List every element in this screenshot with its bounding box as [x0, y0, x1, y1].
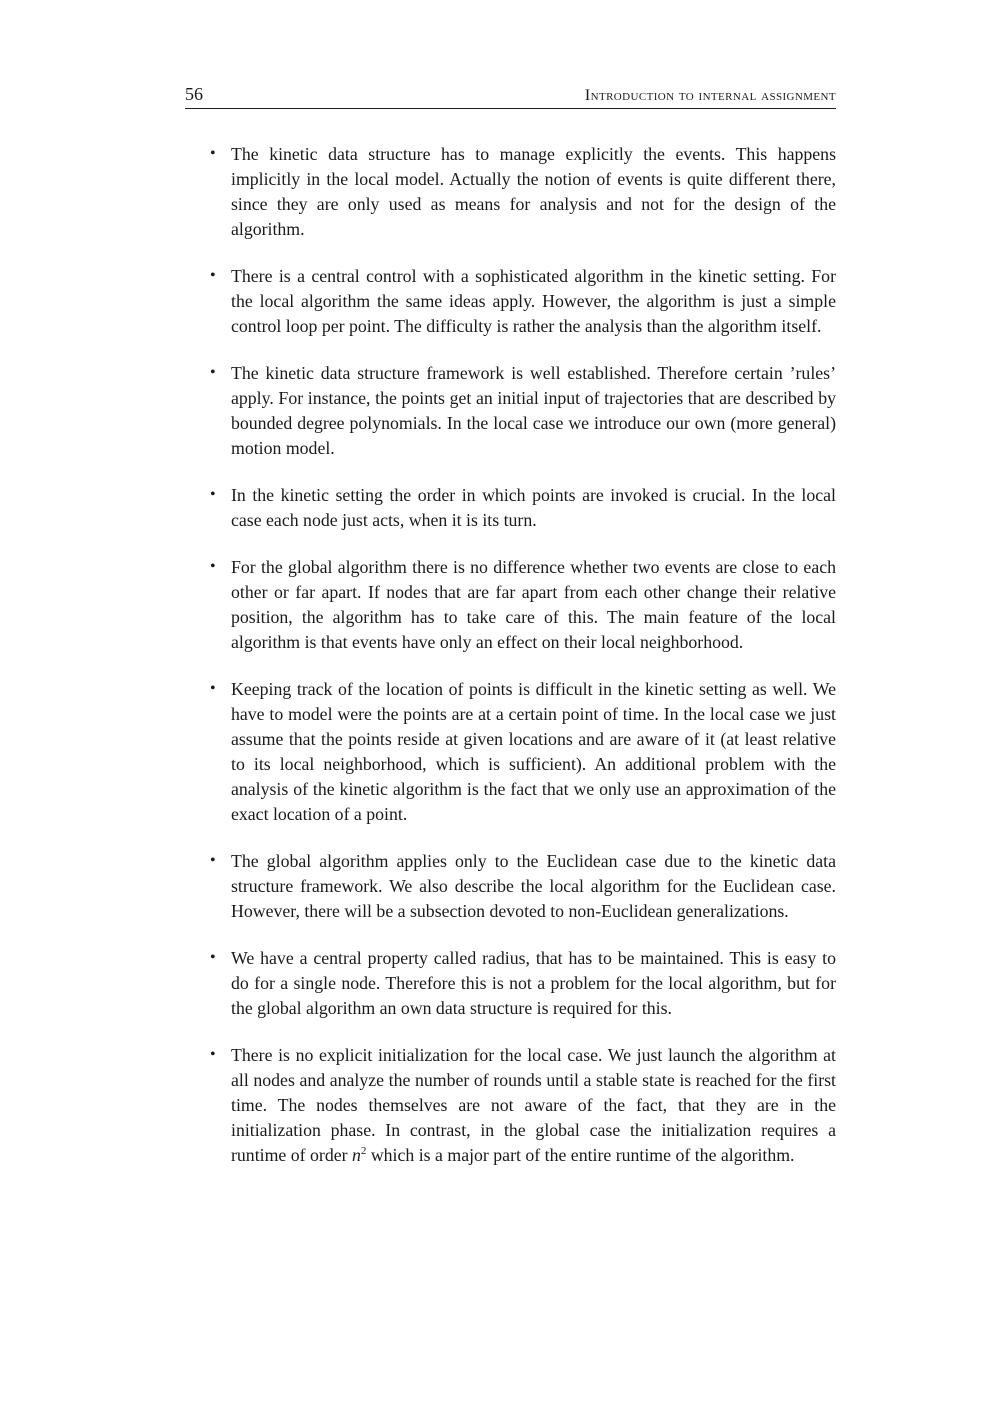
list-item-text: We have a central property called radius, that has to be maintained. This is easy to do for a single node. Therefore this is not a problem for the local algorithm, but for the global algorithm an own data structure is required for this. — [231, 948, 836, 1019]
list-item — [210, 946, 836, 1021]
running-title: Introduction to internal assignment — [584, 87, 836, 104]
list-item-text: In the kinetic setting the order in which points are invoked is crucial. In the local case each node just acts, when it is its turn. — [231, 485, 836, 531]
page-number: 56 — [185, 84, 203, 104]
list-item-text: The kinetic data structure has to manage explicitly the events. This happens implicitly in the local model. Actually the notion of events is quite different there, since they are only used as means for analysis and not for the design of the algorithm. — [231, 144, 836, 239]
list-item — [210, 849, 836, 924]
list-item — [210, 555, 836, 655]
list-item-text: For the global algorithm there is no difference whether two events are close to each other or far apart. If nodes that are far apart from each other change their relative position, the algorithm has to take care of this. The main feature of the local algorithm is that events have only an effect on their local neighborhood. — [231, 557, 836, 653]
list-item-text — [231, 1043, 836, 1168]
page-header — [185, 82, 836, 109]
math-exponent: 2 — [360, 1145, 367, 1158]
list-item — [210, 677, 836, 826]
list-item — [210, 1043, 836, 1168]
list-item-text: Keeping track of the location of points is difficult in the kinetic setting as well. We have to model were the points are at a certain point of time. In the local case we just assume that the points reside at given locations and are aware of it (at least relative to its local neighborhood, which is sufficient). An additional problem with the analysis of the kinetic algorithm is the fact that we only use an approximation of the exact location of a point. — [231, 679, 836, 824]
list-item — [210, 483, 836, 533]
list-item-text-after-math: which is a major part of the entire runtime of the algorithm. — [370, 1145, 795, 1166]
list-item — [210, 264, 836, 339]
bullet-icon: • — [210, 558, 216, 576]
bullet-icon: • — [210, 680, 216, 698]
list-item-text-before-math: There is no explicit initialization for the local case. We just launch the algorithm at all nodes and analyze the number of rounds until a stable state is reached for the first time. The nodes themselves are not aware of the fact, that they are in the initialization phase. In contrast, in the global case the initialization requires a runtime of order — [231, 1045, 836, 1166]
bullet-icon: • — [210, 852, 216, 870]
list-item — [210, 361, 836, 461]
bullet-icon: • — [210, 267, 216, 285]
bullet-icon: • — [210, 145, 216, 162]
bullet-icon: • — [210, 486, 216, 504]
bullet-list — [210, 142, 836, 1190]
bullet-icon: • — [210, 949, 216, 967]
list-item-text: The global algorithm applies only to the Euclidean case due to the kinetic data structure framework. We also describe the local algorithm for the Euclidean case. However, there will be a subsection devoted to non-Euclidean generalizations. — [231, 851, 836, 921]
bullet-icon: • — [210, 364, 216, 382]
list-item-text: The kinetic data structure framework is well established. Therefore certain ’rules’ apply. For instance, the points get an initial input of trajectories that are described by bounded degree polynomials. In the local case we introduce our own (more general) motion model. — [231, 363, 836, 458]
math-variable: n — [351, 1145, 361, 1166]
list-item-text: There is a central control with a sophisticated algorithm in the kinetic setting. For the local algorithm the same ideas apply. However, the algorithm is just a simple control loop per point. The difficulty is rather the analysis than the algorithm itself. — [231, 266, 836, 336]
bullet-icon: • — [210, 1046, 216, 1064]
list-item — [210, 142, 836, 242]
